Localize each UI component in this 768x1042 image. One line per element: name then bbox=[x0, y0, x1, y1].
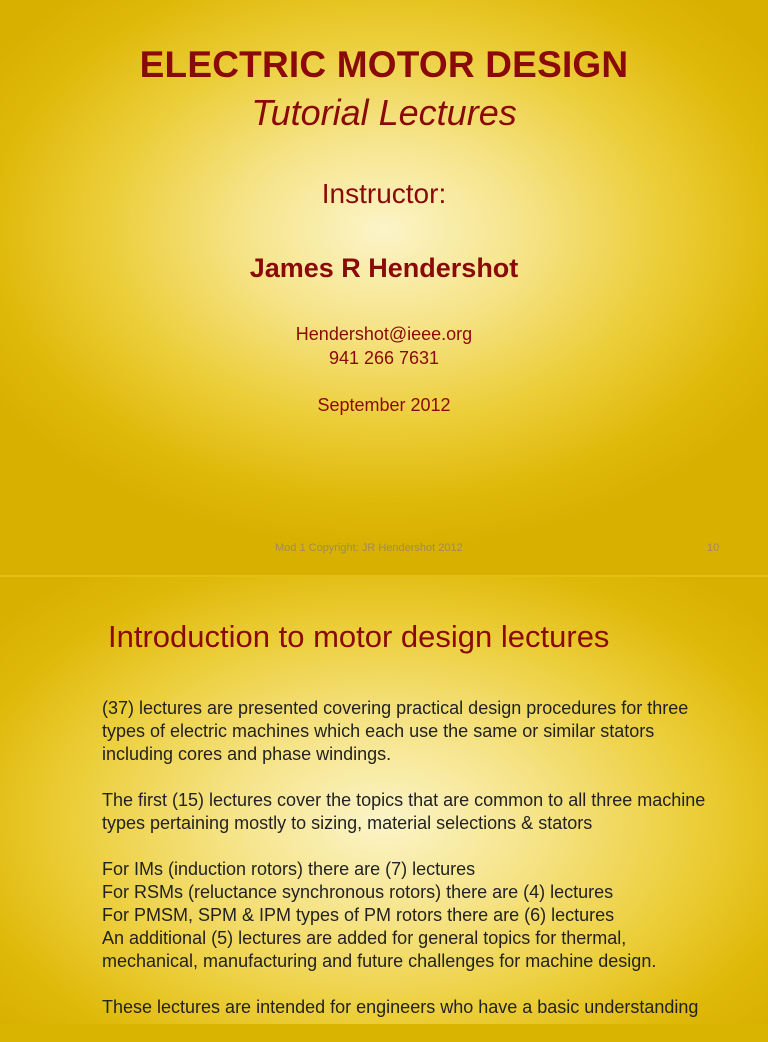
course-title: ELECTRIC MOTOR DESIGN bbox=[139, 44, 629, 85]
paragraph-rotor-lectures bbox=[102, 858, 752, 973]
text-line: For IMs (induction rotors) there are (7) lectures bbox=[102, 859, 476, 879]
page-number: 10 bbox=[707, 542, 720, 554]
instructor-phone: 941 266 7631 bbox=[328, 348, 440, 368]
paragraph-lectures-overview bbox=[102, 697, 752, 766]
intro-title: Introduction to motor design lectures bbox=[108, 619, 610, 654]
instructor-email: Hendershot@ieee.org bbox=[295, 324, 473, 344]
paragraph-audience bbox=[102, 996, 752, 1019]
text-line: (37) lectures are presented covering practical design procedures for three bbox=[102, 698, 689, 718]
footer-copyright: Mod 1 Copyright: JR Hendershot 2012 bbox=[275, 542, 463, 554]
intro-body bbox=[102, 697, 752, 1042]
text-line: mechanical, manufacturing and future challenges for machine design. bbox=[102, 951, 657, 971]
text-line: An additional (5) lectures are added for general topics for thermal, bbox=[102, 928, 627, 948]
instructor-label: Instructor: bbox=[321, 178, 447, 209]
slide-date: September 2012 bbox=[317, 395, 451, 415]
text-line: The first (15) lectures cover the topics that are common to all three machine bbox=[102, 790, 706, 810]
text-line: including cores and phase windings. bbox=[102, 744, 392, 764]
instructor-name: James R Hendershot bbox=[249, 253, 519, 283]
paragraph-common-topics bbox=[102, 789, 752, 835]
text-line: These lectures are intended for engineers who have a basic understanding bbox=[102, 997, 699, 1017]
text-line: types of electric machines which each use the same or similar stators bbox=[102, 721, 655, 741]
slide-divider bbox=[0, 575, 768, 577]
course-subtitle: Tutorial Lectures bbox=[251, 92, 517, 133]
text-line: For RSMs (reluctance synchronous rotors) there are (4) lectures bbox=[102, 882, 614, 902]
text-line: For PMSM, SPM & IPM types of PM rotors there are (6) lectures bbox=[102, 905, 615, 925]
text-line: types pertaining mostly to sizing, material selections & stators bbox=[102, 813, 593, 833]
